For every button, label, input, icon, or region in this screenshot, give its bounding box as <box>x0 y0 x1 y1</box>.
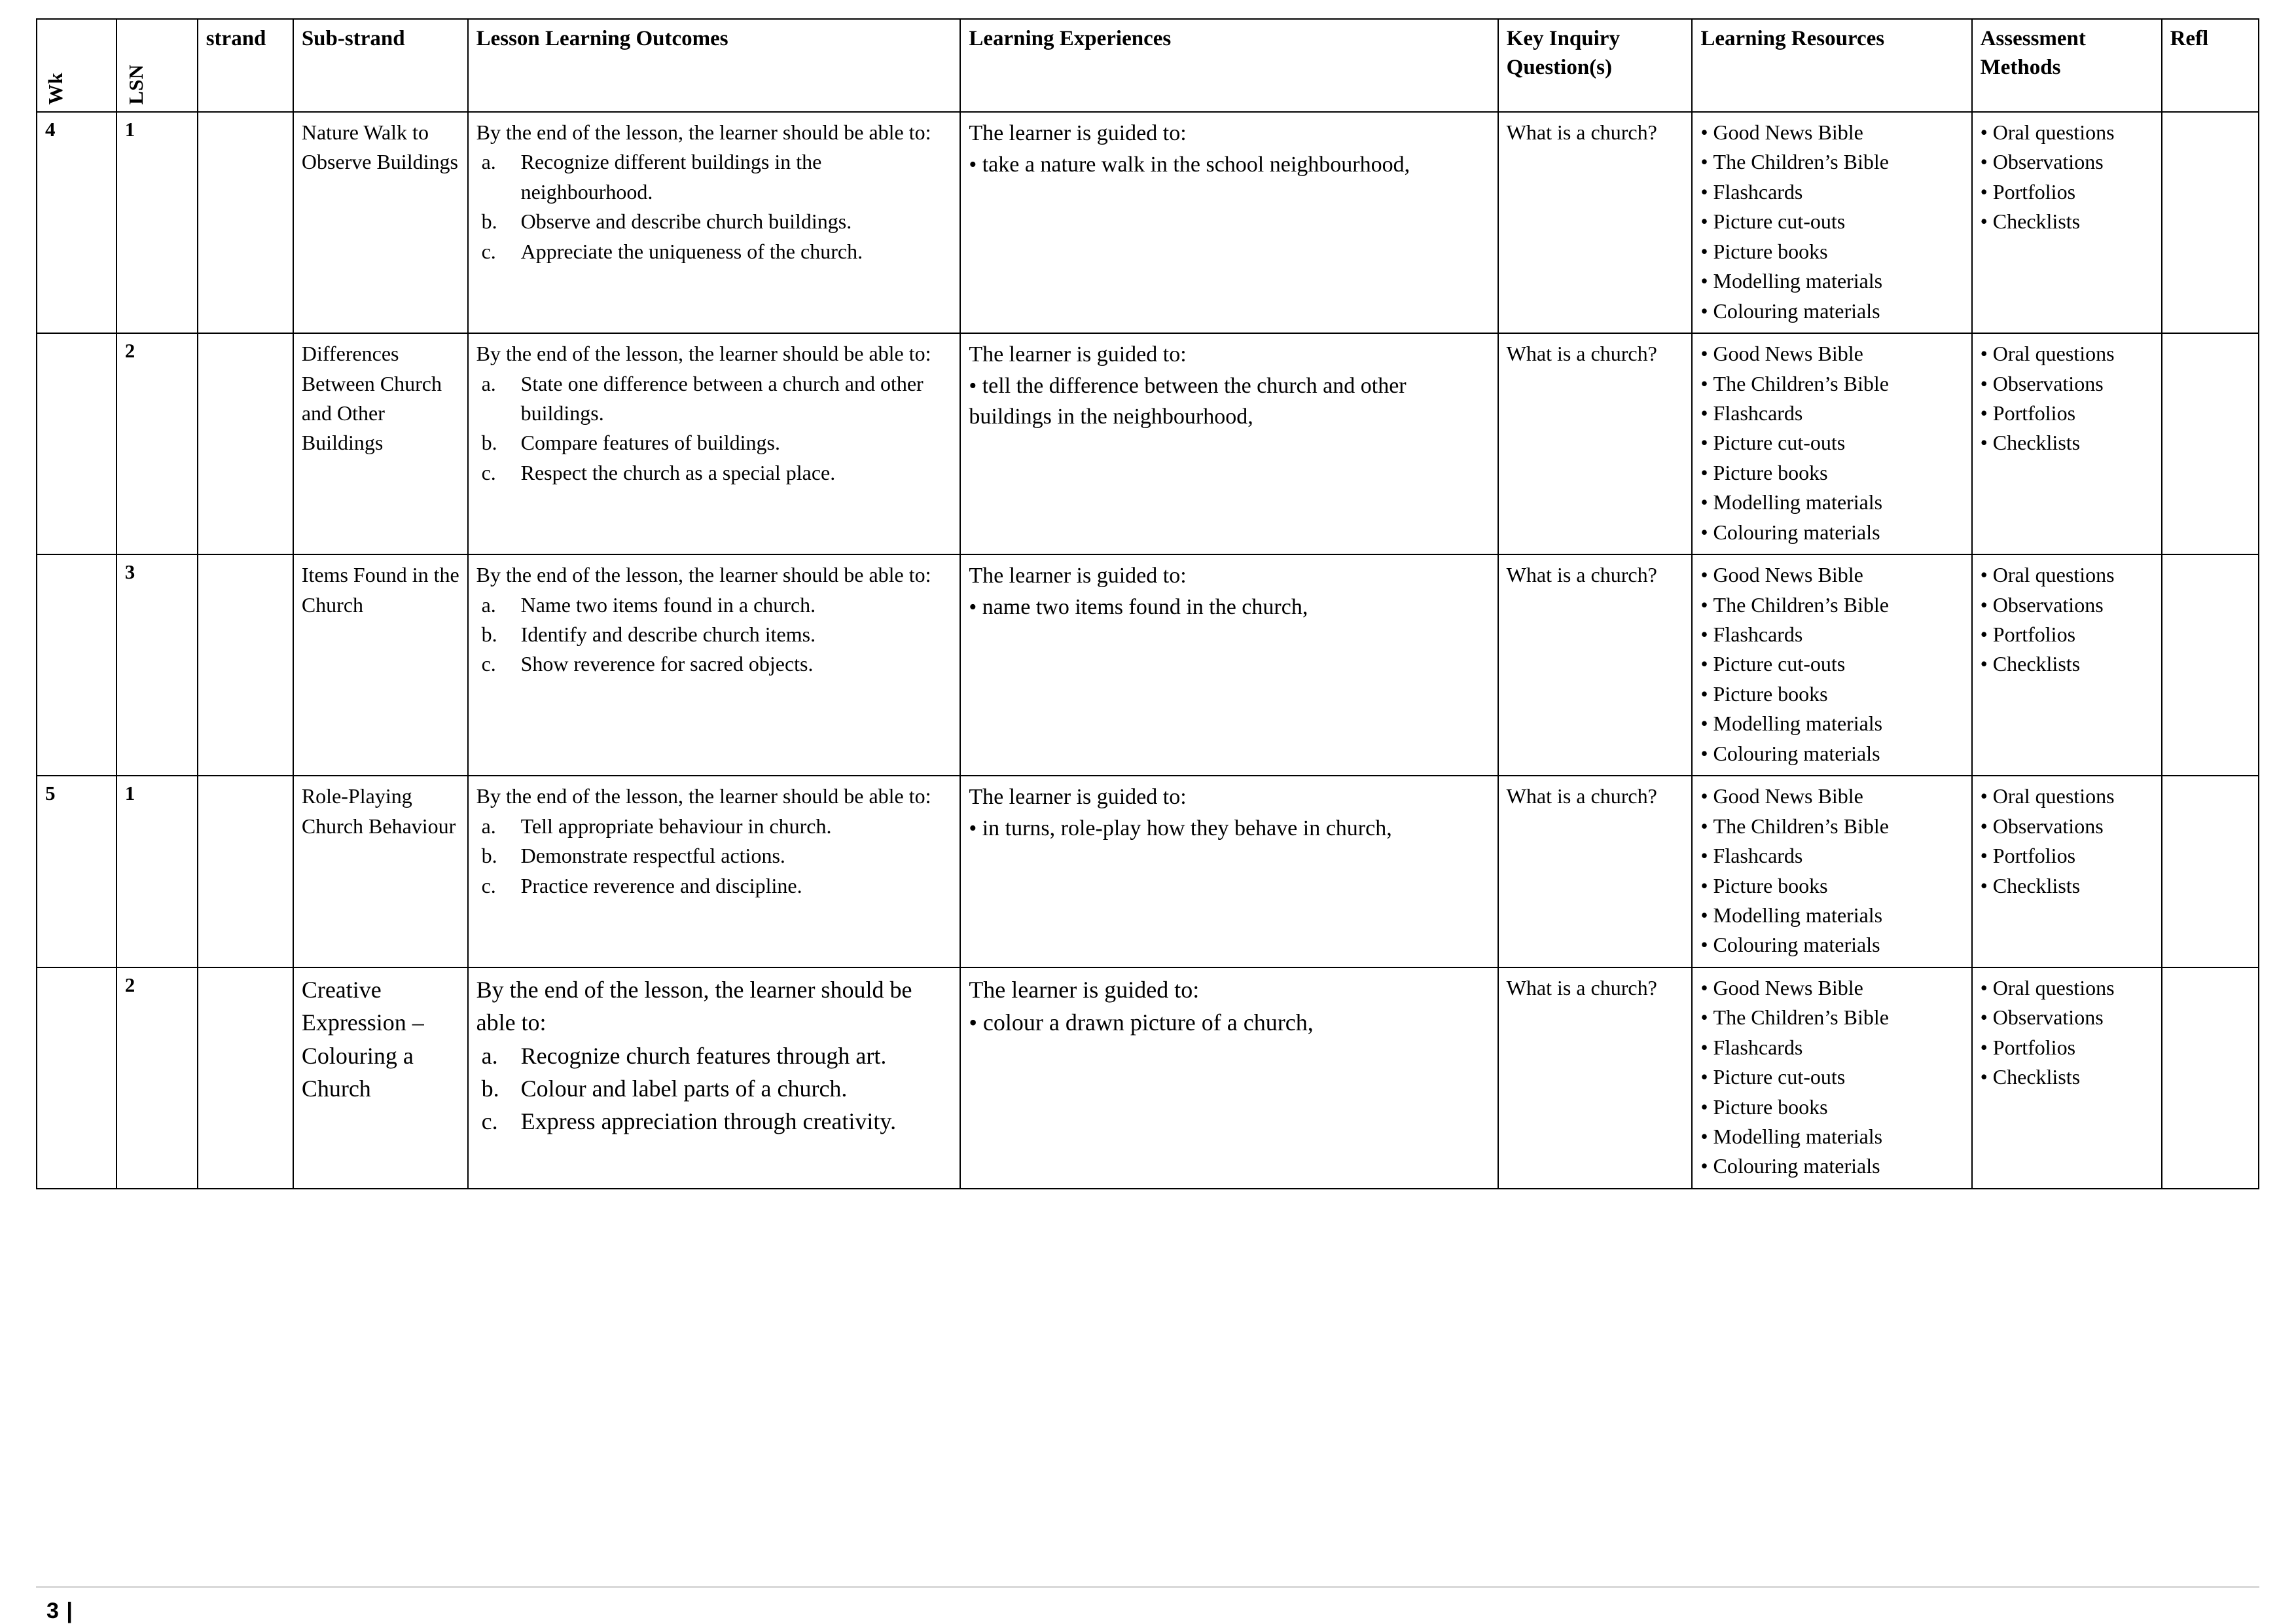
column-header-learning-experiences: Learning Experiences <box>960 19 1498 112</box>
cell-week <box>37 967 117 1189</box>
assessment-item: • Checklists <box>1981 428 2155 458</box>
cell-strand <box>198 554 293 776</box>
scheme-of-work-table <box>36 18 2259 1189</box>
cell-sub-strand: Role-Playing Church Behaviour <box>293 776 468 967</box>
resource-item: • Picture books <box>1700 679 1964 709</box>
resource-item: • Picture cut-outs <box>1700 1062 1964 1092</box>
resource-item: • Picture books <box>1700 871 1964 901</box>
resource-item: • Modelling materials <box>1700 709 1964 738</box>
column-header-lesson-learning-outcomes: Lesson Learning Outcomes <box>468 19 961 112</box>
outcome-item <box>476 620 954 649</box>
cell-sub-strand: Items Found in the Church <box>293 554 468 776</box>
outcome-marker: b. <box>481 1075 499 1102</box>
cell-reflection <box>2162 967 2259 1189</box>
outcome-item <box>476 871 954 901</box>
assessment-list <box>1981 560 2155 679</box>
outcome-text: State one difference between a church and other buildings. <box>520 371 924 425</box>
column-header-lsn <box>117 19 198 112</box>
cell-sub-strand: Nature Walk to Observe Buildings <box>293 112 468 333</box>
outcome-marker: a. <box>481 371 496 395</box>
column-header-strand: strand <box>198 19 293 112</box>
resource-item: • Good News Bible <box>1700 118 1964 147</box>
resource-item: • Flashcards <box>1700 841 1964 871</box>
outcome-text: Compare features of buildings. <box>520 431 780 455</box>
outcome-marker: c. <box>481 1108 498 1135</box>
resource-item: • Picture cut-outs <box>1700 649 1964 679</box>
table-header-row <box>37 19 2259 112</box>
assessment-item: • Oral questions <box>1981 560 2155 590</box>
resource-item: • Modelling materials <box>1700 1122 1964 1151</box>
assessment-item: • Observations <box>1981 590 2155 620</box>
assessment-list <box>1981 973 2155 1092</box>
outcome-list <box>476 812 954 901</box>
cell-learning-experiences <box>960 333 1498 554</box>
key-inquiry-question-text: What is a church? <box>1506 120 1657 144</box>
resource-item: • Picture books <box>1700 458 1964 488</box>
resource-item: • The Children’s Bible <box>1700 590 1964 620</box>
cell-key-inquiry-question <box>1498 333 1693 554</box>
outcome-intro: By the end of the lesson, the learner should be able to: <box>476 563 931 587</box>
outcome-intro: By the end of the lesson, the learner should be able to: <box>476 784 931 808</box>
column-header-wk-label: Wk <box>43 72 67 105</box>
outcome-marker: c. <box>481 873 496 897</box>
cell-learning-experiences <box>960 967 1498 1189</box>
cell-strand <box>198 333 293 554</box>
outcome-text: Show reverence for sacred objects. <box>520 652 814 676</box>
outcome-list <box>476 590 954 679</box>
key-inquiry-question-text: What is a church? <box>1506 975 1657 1000</box>
resource-item: • Modelling materials <box>1700 901 1964 930</box>
cell-key-inquiry-question <box>1498 776 1693 967</box>
column-header-refl: Refl <box>2162 19 2259 112</box>
outcome-item <box>476 147 954 207</box>
outcome-item <box>476 649 954 679</box>
column-header-learning-resources: Learning Resources <box>1692 19 1971 112</box>
outcome-text: Practice reverence and discipline. <box>520 873 802 897</box>
table-row <box>37 333 2259 554</box>
assessment-item: • Observations <box>1981 369 2155 399</box>
assessment-item: • Checklists <box>1981 649 2155 679</box>
outcome-list <box>476 147 954 266</box>
cell-key-inquiry-question <box>1498 554 1693 776</box>
learning-experience-item: • colour a drawn picture of a church, <box>969 1009 1314 1036</box>
resource-list <box>1700 339 1964 547</box>
key-inquiry-question-text: What is a church? <box>1506 784 1657 808</box>
outcome-item <box>476 841 954 871</box>
learning-experience-item: • tell the difference between the church and other buildings in the neighbourhood, <box>969 373 1407 429</box>
outcome-intro: By the end of the lesson, the learner should be able to: <box>476 976 912 1036</box>
cell-strand <box>198 776 293 967</box>
cell-assessment-methods <box>1972 776 2162 967</box>
cell-week: 4 <box>37 112 117 333</box>
page-number: 3 | <box>46 1598 73 1623</box>
table-row <box>37 776 2259 967</box>
cell-lesson-number: 3 <box>117 554 198 776</box>
resource-item: • Good News Bible <box>1700 973 1964 1003</box>
outcome-marker: a. <box>481 150 496 174</box>
cell-learning-resources <box>1692 333 1971 554</box>
table-header <box>37 19 2259 112</box>
outcome-marker: a. <box>481 814 496 838</box>
assessment-item: • Portfolios <box>1981 177 2155 207</box>
cell-lesson-number: 2 <box>117 333 198 554</box>
cell-lesson-number: 1 <box>117 112 198 333</box>
outcome-item <box>476 590 954 620</box>
assessment-item: • Checklists <box>1981 871 2155 901</box>
outcome-text: Name two items found in a church. <box>520 592 816 617</box>
cell-assessment-methods <box>1972 967 2162 1189</box>
resource-item: • Colouring materials <box>1700 518 1964 547</box>
assessment-item: • Oral questions <box>1981 782 2155 811</box>
cell-sub-strand: Differences Between Church and Other Buildings <box>293 333 468 554</box>
table-row <box>37 554 2259 776</box>
key-inquiry-question-text: What is a church? <box>1506 342 1657 366</box>
assessment-item: • Portfolios <box>1981 620 2155 649</box>
table-row <box>37 112 2259 333</box>
cell-learning-resources <box>1692 967 1971 1189</box>
assessment-item: • Oral questions <box>1981 339 2155 369</box>
resource-item: • Colouring materials <box>1700 1151 1964 1181</box>
learning-experience-item: • in turns, role-play how they behave in church, <box>969 816 1392 840</box>
cell-assessment-methods <box>1972 554 2162 776</box>
cell-strand <box>198 967 293 1189</box>
outcome-text: Recognize church features through art. <box>520 1042 887 1069</box>
assessment-item: • Oral questions <box>1981 973 2155 1003</box>
cell-week <box>37 554 117 776</box>
resource-item: • Good News Bible <box>1700 782 1964 811</box>
resource-item: • Modelling materials <box>1700 266 1964 296</box>
resource-item: • Colouring materials <box>1700 930 1964 960</box>
resource-item: • Picture cut-outs <box>1700 428 1964 458</box>
table-row <box>37 967 2259 1189</box>
outcome-list <box>476 1039 954 1138</box>
cell-lesson-learning-outcomes <box>468 776 961 967</box>
cell-reflection <box>2162 333 2259 554</box>
cell-lesson-learning-outcomes <box>468 333 961 554</box>
learning-experience-intro: The learner is guided to: <box>969 564 1187 588</box>
outcome-item <box>476 812 954 841</box>
outcome-intro: By the end of the lesson, the learner should be able to: <box>476 342 931 366</box>
resource-item: • The Children’s Bible <box>1700 369 1964 399</box>
column-header-sub-strand: Sub-strand <box>293 19 468 112</box>
assessment-item: • Checklists <box>1981 207 2155 236</box>
outcome-marker: c. <box>481 239 496 263</box>
cell-key-inquiry-question <box>1498 112 1693 333</box>
outcome-marker: b. <box>481 844 497 868</box>
cell-learning-resources <box>1692 776 1971 967</box>
outcome-text: Tell appropriate behaviour in church. <box>520 814 832 838</box>
resource-item: • The Children’s Bible <box>1700 147 1964 177</box>
cell-assessment-methods <box>1972 112 2162 333</box>
column-header-assessment-methods: Assessment Methods <box>1972 19 2162 112</box>
resource-item: • Good News Bible <box>1700 339 1964 369</box>
cell-lesson-learning-outcomes <box>468 967 961 1189</box>
resource-item: • Picture books <box>1700 237 1964 266</box>
outcome-marker: a. <box>481 1042 498 1069</box>
resource-item: • Colouring materials <box>1700 739 1964 768</box>
assessment-item: • Observations <box>1981 147 2155 177</box>
outcome-text: Appreciate the uniqueness of the church. <box>520 239 863 263</box>
outcome-marker: b. <box>481 623 497 646</box>
resource-item: • The Children’s Bible <box>1700 1003 1964 1032</box>
outcome-item <box>476 1039 954 1072</box>
outcome-item <box>476 1072 954 1105</box>
resource-item: • Flashcards <box>1700 1033 1964 1062</box>
resource-list <box>1700 560 1964 768</box>
outcome-item <box>476 369 954 429</box>
resource-item: • Good News Bible <box>1700 560 1964 590</box>
learning-experience-intro: The learner is guided to: <box>969 342 1187 367</box>
assessment-list <box>1981 339 2155 458</box>
cell-lesson-learning-outcomes <box>468 112 961 333</box>
resource-item: • Flashcards <box>1700 620 1964 649</box>
assessment-item: • Portfolios <box>1981 841 2155 871</box>
cell-reflection <box>2162 112 2259 333</box>
outcome-marker: c. <box>481 460 496 484</box>
cell-strand <box>198 112 293 333</box>
resource-item: • The Children’s Bible <box>1700 812 1964 841</box>
outcome-list <box>476 369 954 488</box>
cell-week <box>37 333 117 554</box>
assessment-item: • Oral questions <box>1981 118 2155 147</box>
outcome-text: Colour and label parts of a church. <box>520 1075 848 1102</box>
cell-lesson-number: 1 <box>117 776 198 967</box>
resource-item: • Colouring materials <box>1700 297 1964 326</box>
column-header-wk <box>37 19 117 112</box>
resource-item: • Flashcards <box>1700 399 1964 428</box>
cell-learning-experiences <box>960 112 1498 333</box>
cell-week: 5 <box>37 776 117 967</box>
table-body <box>37 112 2259 1189</box>
resource-item: • Modelling materials <box>1700 488 1964 517</box>
resource-list <box>1700 782 1964 960</box>
cell-lesson-learning-outcomes <box>468 554 961 776</box>
assessment-item: • Observations <box>1981 1003 2155 1032</box>
outcome-marker: c. <box>481 652 496 676</box>
outcome-text: Express appreciation through creativity. <box>520 1108 897 1135</box>
outcome-marker: a. <box>481 592 496 617</box>
cell-key-inquiry-question <box>1498 967 1693 1189</box>
assessment-list <box>1981 782 2155 901</box>
resource-item: • Picture cut-outs <box>1700 207 1964 236</box>
outcome-item <box>476 1105 954 1138</box>
column-header-lsn-label: LSN <box>124 64 147 105</box>
cell-assessment-methods <box>1972 333 2162 554</box>
cell-learning-experiences <box>960 776 1498 967</box>
outcome-text: Respect the church as a special place. <box>520 460 836 484</box>
outcome-item <box>476 458 954 488</box>
outcome-text: Demonstrate respectful actions. <box>520 844 785 868</box>
column-header-key-inquiry-questions: Key Inquiry Question(s) <box>1498 19 1693 112</box>
cell-reflection <box>2162 554 2259 776</box>
outcome-marker: b. <box>481 209 497 234</box>
outcome-item <box>476 207 954 236</box>
outcome-text: Recognize different buildings in the neighbourhood. <box>520 150 822 204</box>
cell-learning-experiences <box>960 554 1498 776</box>
assessment-list <box>1981 118 2155 237</box>
learning-experience-item: • take a nature walk in the school neighbourhood, <box>969 152 1410 177</box>
cell-lesson-number: 2 <box>117 967 198 1189</box>
key-inquiry-question-text: What is a church? <box>1506 563 1657 587</box>
page-footer <box>36 1586 2259 1624</box>
learning-experience-intro: The learner is guided to: <box>969 785 1187 810</box>
cell-sub-strand: Creative Expression – Colouring a Church <box>293 967 468 1189</box>
outcome-intro: By the end of the lesson, the learner should be able to: <box>476 120 931 144</box>
cell-learning-resources <box>1692 112 1971 333</box>
outcome-text: Identify and describe church items. <box>520 623 816 646</box>
learning-experience-intro: The learner is guided to: <box>969 976 1200 1003</box>
assessment-item: • Portfolios <box>1981 1033 2155 1062</box>
outcome-item <box>476 428 954 458</box>
resource-item: • Flashcards <box>1700 177 1964 207</box>
assessment-item: • Portfolios <box>1981 399 2155 428</box>
assessment-item: • Checklists <box>1981 1062 2155 1092</box>
learning-experience-intro: The learner is guided to: <box>969 121 1187 145</box>
cell-learning-resources <box>1692 554 1971 776</box>
outcome-text: Observe and describe church buildings. <box>520 209 852 234</box>
learning-experience-item: • name two items found in the church, <box>969 594 1308 619</box>
resource-list <box>1700 118 1964 326</box>
resource-item: • Picture books <box>1700 1092 1964 1122</box>
assessment-item: • Observations <box>1981 812 2155 841</box>
outcome-marker: b. <box>481 431 497 455</box>
outcome-item <box>476 237 954 266</box>
resource-list <box>1700 973 1964 1182</box>
cell-reflection <box>2162 776 2259 967</box>
